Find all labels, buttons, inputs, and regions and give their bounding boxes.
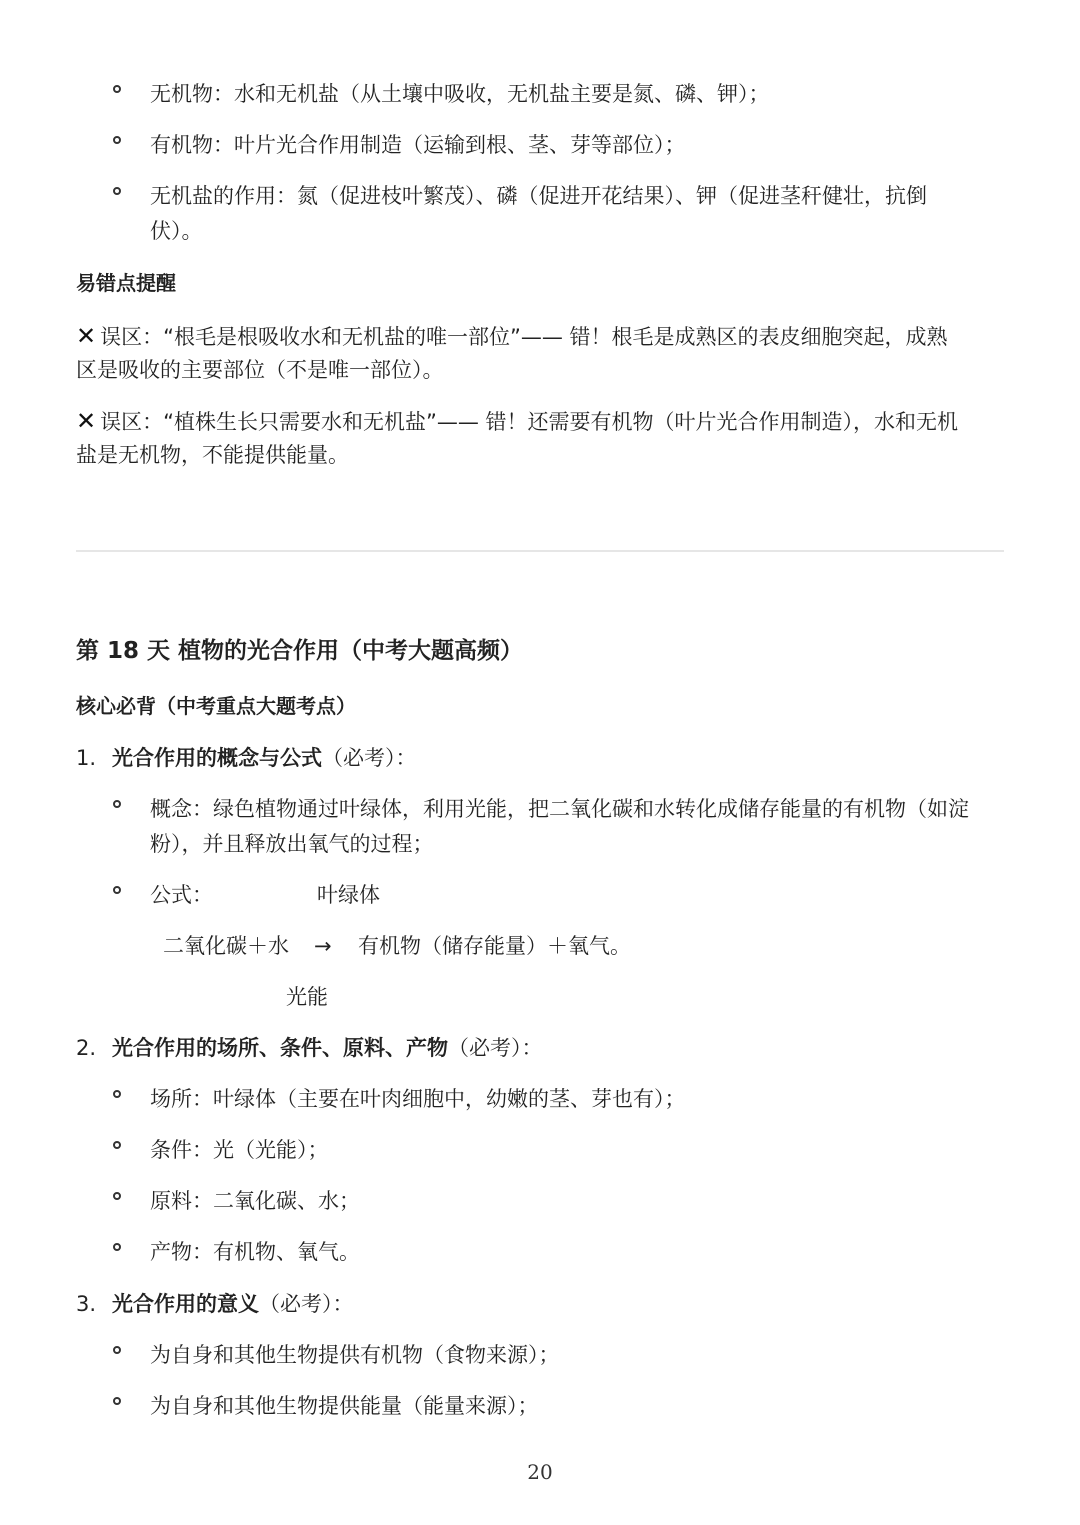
cross-icon: ✕ [76,407,97,435]
section-divider [76,550,1004,552]
list-item-condition: 条件：光（光能）； [150,1138,329,1162]
item-title [112,1287,354,1321]
mistake-item-2-line1 [76,404,958,439]
list-item-salt-function-line1: 无机盐的作用：氮（促进枝叶繁茂）、磷（促进开花结果）、钾（促进茎秆健壮，抗倒 [150,184,927,208]
list-item-inorganic: 无机物：水和无机盐（从土壤中吸收，无机盐主要是氮、磷、钾）； [150,82,770,106]
list-item-materials: 原料：二氧化碳、水； [150,1189,360,1213]
list-item-location: 场所：叶绿体（主要在叶肉细胞中，幼嫩的茎、芽也有）； [150,1087,686,1111]
bullet-marker [113,1346,121,1354]
mistake-text: 误区：“根毛是根吸收水和无机盐的唯一部位”—— 错！根毛是成熟区的表皮细胞突起，成熟 [100,325,948,349]
bullet-marker [113,136,121,144]
formula-above: 叶绿体 [317,883,380,907]
list-item-organic: 有机物：叶片光合作用制造（运输到根、茎、芽等部位）； [150,133,686,157]
formula-left: 二氧化碳＋水 [163,934,289,958]
mistake-item-1-line1 [76,319,948,354]
bullet-marker [113,187,121,195]
page-number: 20 [527,1460,553,1484]
bullet-marker [113,800,121,808]
concept-line1: 概念：绿色植物通过叶绿体，利用光能，把二氧化碳和水转化成储存能量的有机物（如淀 [150,797,969,821]
cross-icon: ✕ [76,322,97,350]
bullet-marker [113,1243,121,1251]
item-number: 2. [76,1036,97,1060]
item-title [112,1031,543,1065]
bullet-marker [113,1141,121,1149]
item-title-bold: 光合作用的意义 [112,1292,259,1316]
bullet-marker [113,1397,121,1405]
mistake-text: 误区：“植株生长只需要水和无机盐”—— 错！还需要有机物（叶片光合作用制造），水和无机 [100,410,959,434]
section-subtitle: 核心必背（中考重点大题考点） [76,694,356,718]
list-item-salt-function-line2: 伏）。 [150,219,203,243]
mistake-item-2-line2: 盐是无机物，不能提供能量。 [76,443,349,467]
item-title-rest: （必考）： [448,1036,543,1060]
mistake-item-1-line2: 区是吸收的主要部位（不是唯一部位）。 [76,358,444,382]
item-title-bold: 光合作用的概念与公式 [112,746,322,770]
bullet-marker [113,1192,121,1200]
item-title-bold: 光合作用的场所、条件、原料、产物 [112,1036,448,1060]
item-title-rest: （必考）： [322,746,417,770]
item-title-rest: （必考）： [259,1292,354,1316]
item-title [112,741,417,775]
formula-below: 光能 [286,985,328,1009]
bullet-marker [113,1090,121,1098]
formula-right: 有机物（储存能量）＋氧气。 [358,934,631,958]
mistakes-heading: 易错点提醒 [76,271,176,295]
bullet-marker [113,886,121,894]
item-number: 3. [76,1292,97,1316]
section-title: 第 18 天 植物的光合作用（中考大题高频） [76,638,524,664]
item-number: 1. [76,746,97,770]
list-item-energy-source: 为自身和其他生物提供能量（能量来源）； [150,1394,539,1418]
concept-line2: 粉），并且释放出氧气的过程； [150,832,434,856]
formula-arrow: → [314,934,332,958]
list-item-products: 产物：有机物、氧气。 [150,1240,360,1264]
bullet-marker [113,85,121,93]
formula-label: 公式： [150,883,213,907]
list-item-organic-source: 为自身和其他生物提供有机物（食物来源）； [150,1343,560,1367]
